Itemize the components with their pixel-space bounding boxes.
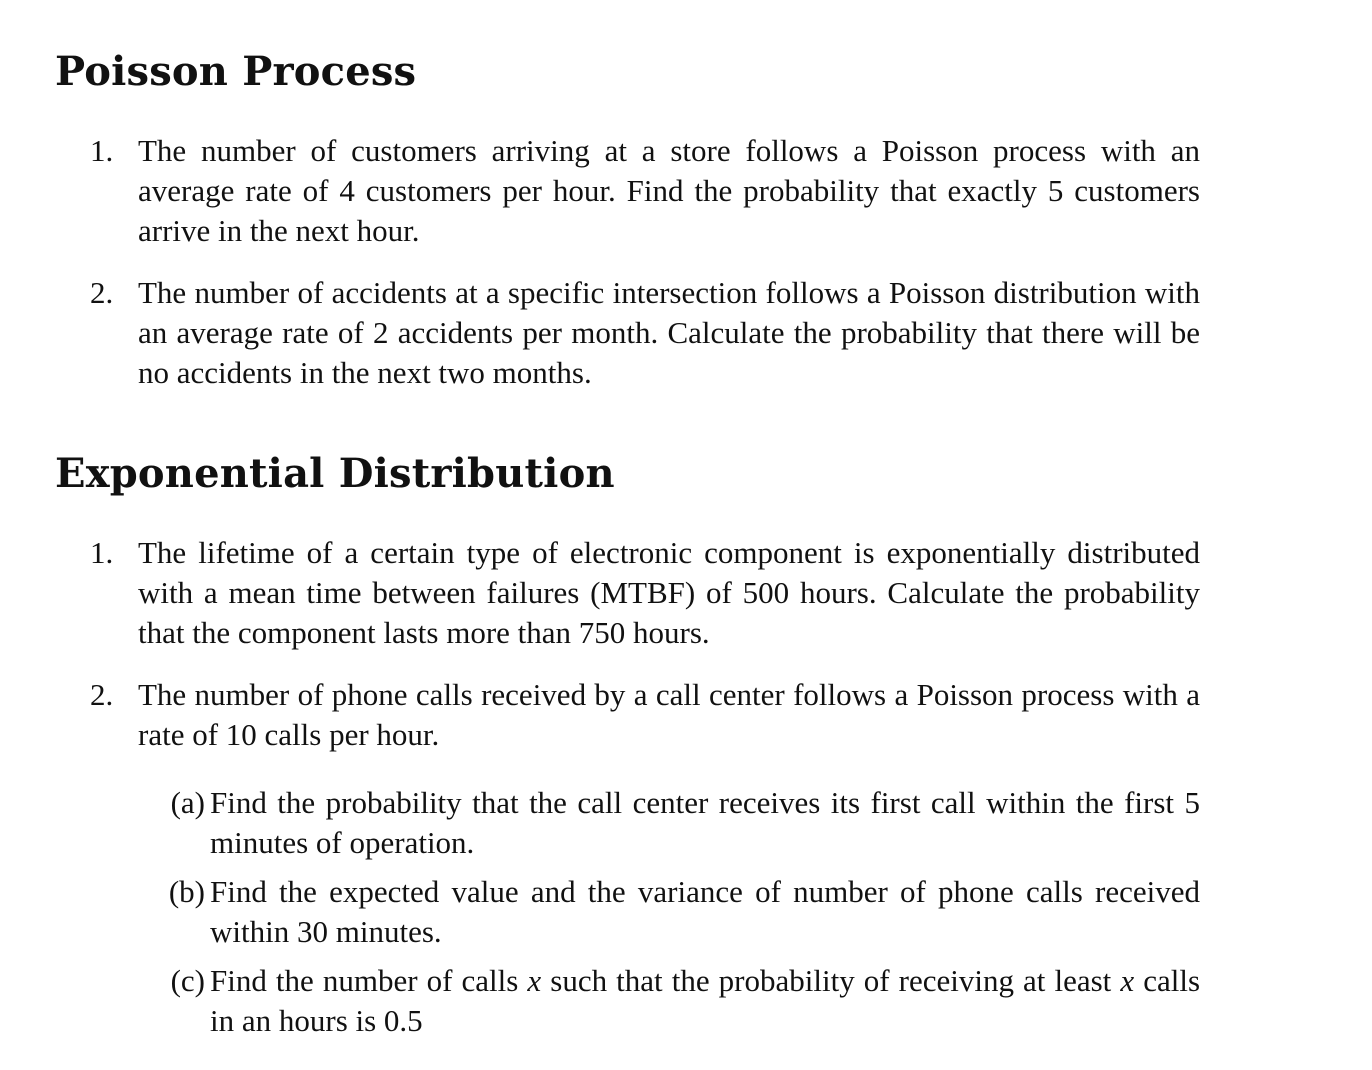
- math-variable-x: x: [1120, 963, 1135, 998]
- math-variable-x: x: [527, 963, 542, 998]
- subproblem-text-part: calls in an hours is 0.5: [210, 963, 1201, 1038]
- subproblem-c: [145, 961, 1200, 1041]
- exponential-problem-2: [90, 675, 1200, 755]
- poisson-problem-1: [90, 131, 1200, 251]
- poisson-problem-2: [90, 273, 1200, 393]
- subproblem-text-part: Find the number of calls: [210, 963, 519, 998]
- problem-text: The number of accidents at a specific intersection follows a Poisson distribution with an average rate of 2 accidents per month. Calculate the probability that there will be no accidents in the next two months.: [138, 275, 1200, 390]
- subproblem-text: Find the probability that the call center receives its first call within the first 5 minutes of operation.: [210, 785, 1200, 860]
- subproblem-text-part: such that the probability of receiving at least: [550, 963, 1112, 998]
- subproblem-text: Find the expected value and the variance of number of phone calls received within 30 minutes.: [210, 874, 1200, 949]
- problem-text: The number of phone calls received by a call center follows a Poisson process with a rate of 10 calls per hour.: [138, 677, 1200, 752]
- subproblem-text: [210, 961, 1200, 1041]
- problem-number: 2.: [90, 275, 114, 310]
- subproblem-b: [145, 872, 1200, 952]
- subproblem-label: (a): [170, 785, 205, 820]
- subproblem-a: [145, 783, 1200, 863]
- section-title-poisson-process: Poisson Process: [55, 48, 417, 95]
- subproblem-label: (b): [168, 874, 205, 909]
- exponential-problem-1: [90, 533, 1200, 653]
- problem-text: The number of customers arriving at a store follows a Poisson process with an average rate of 4 customers per hour. Find the probability that exactly 5 customers arrive in the next hour.: [138, 133, 1200, 248]
- subproblem-label: (c): [170, 963, 205, 998]
- problem-number: 1.: [90, 133, 114, 168]
- problem-number: 2.: [90, 677, 114, 712]
- problem-number: 1.: [90, 535, 114, 570]
- problem-text: The lifetime of a certain type of electronic component is exponentially distributed with a mean time between failures (MTBF) of 500 hours. Calculate the probability that the component lasts more than 750 hours.: [138, 535, 1200, 650]
- section-title-exponential-distribution: Exponential Distribution: [55, 450, 615, 497]
